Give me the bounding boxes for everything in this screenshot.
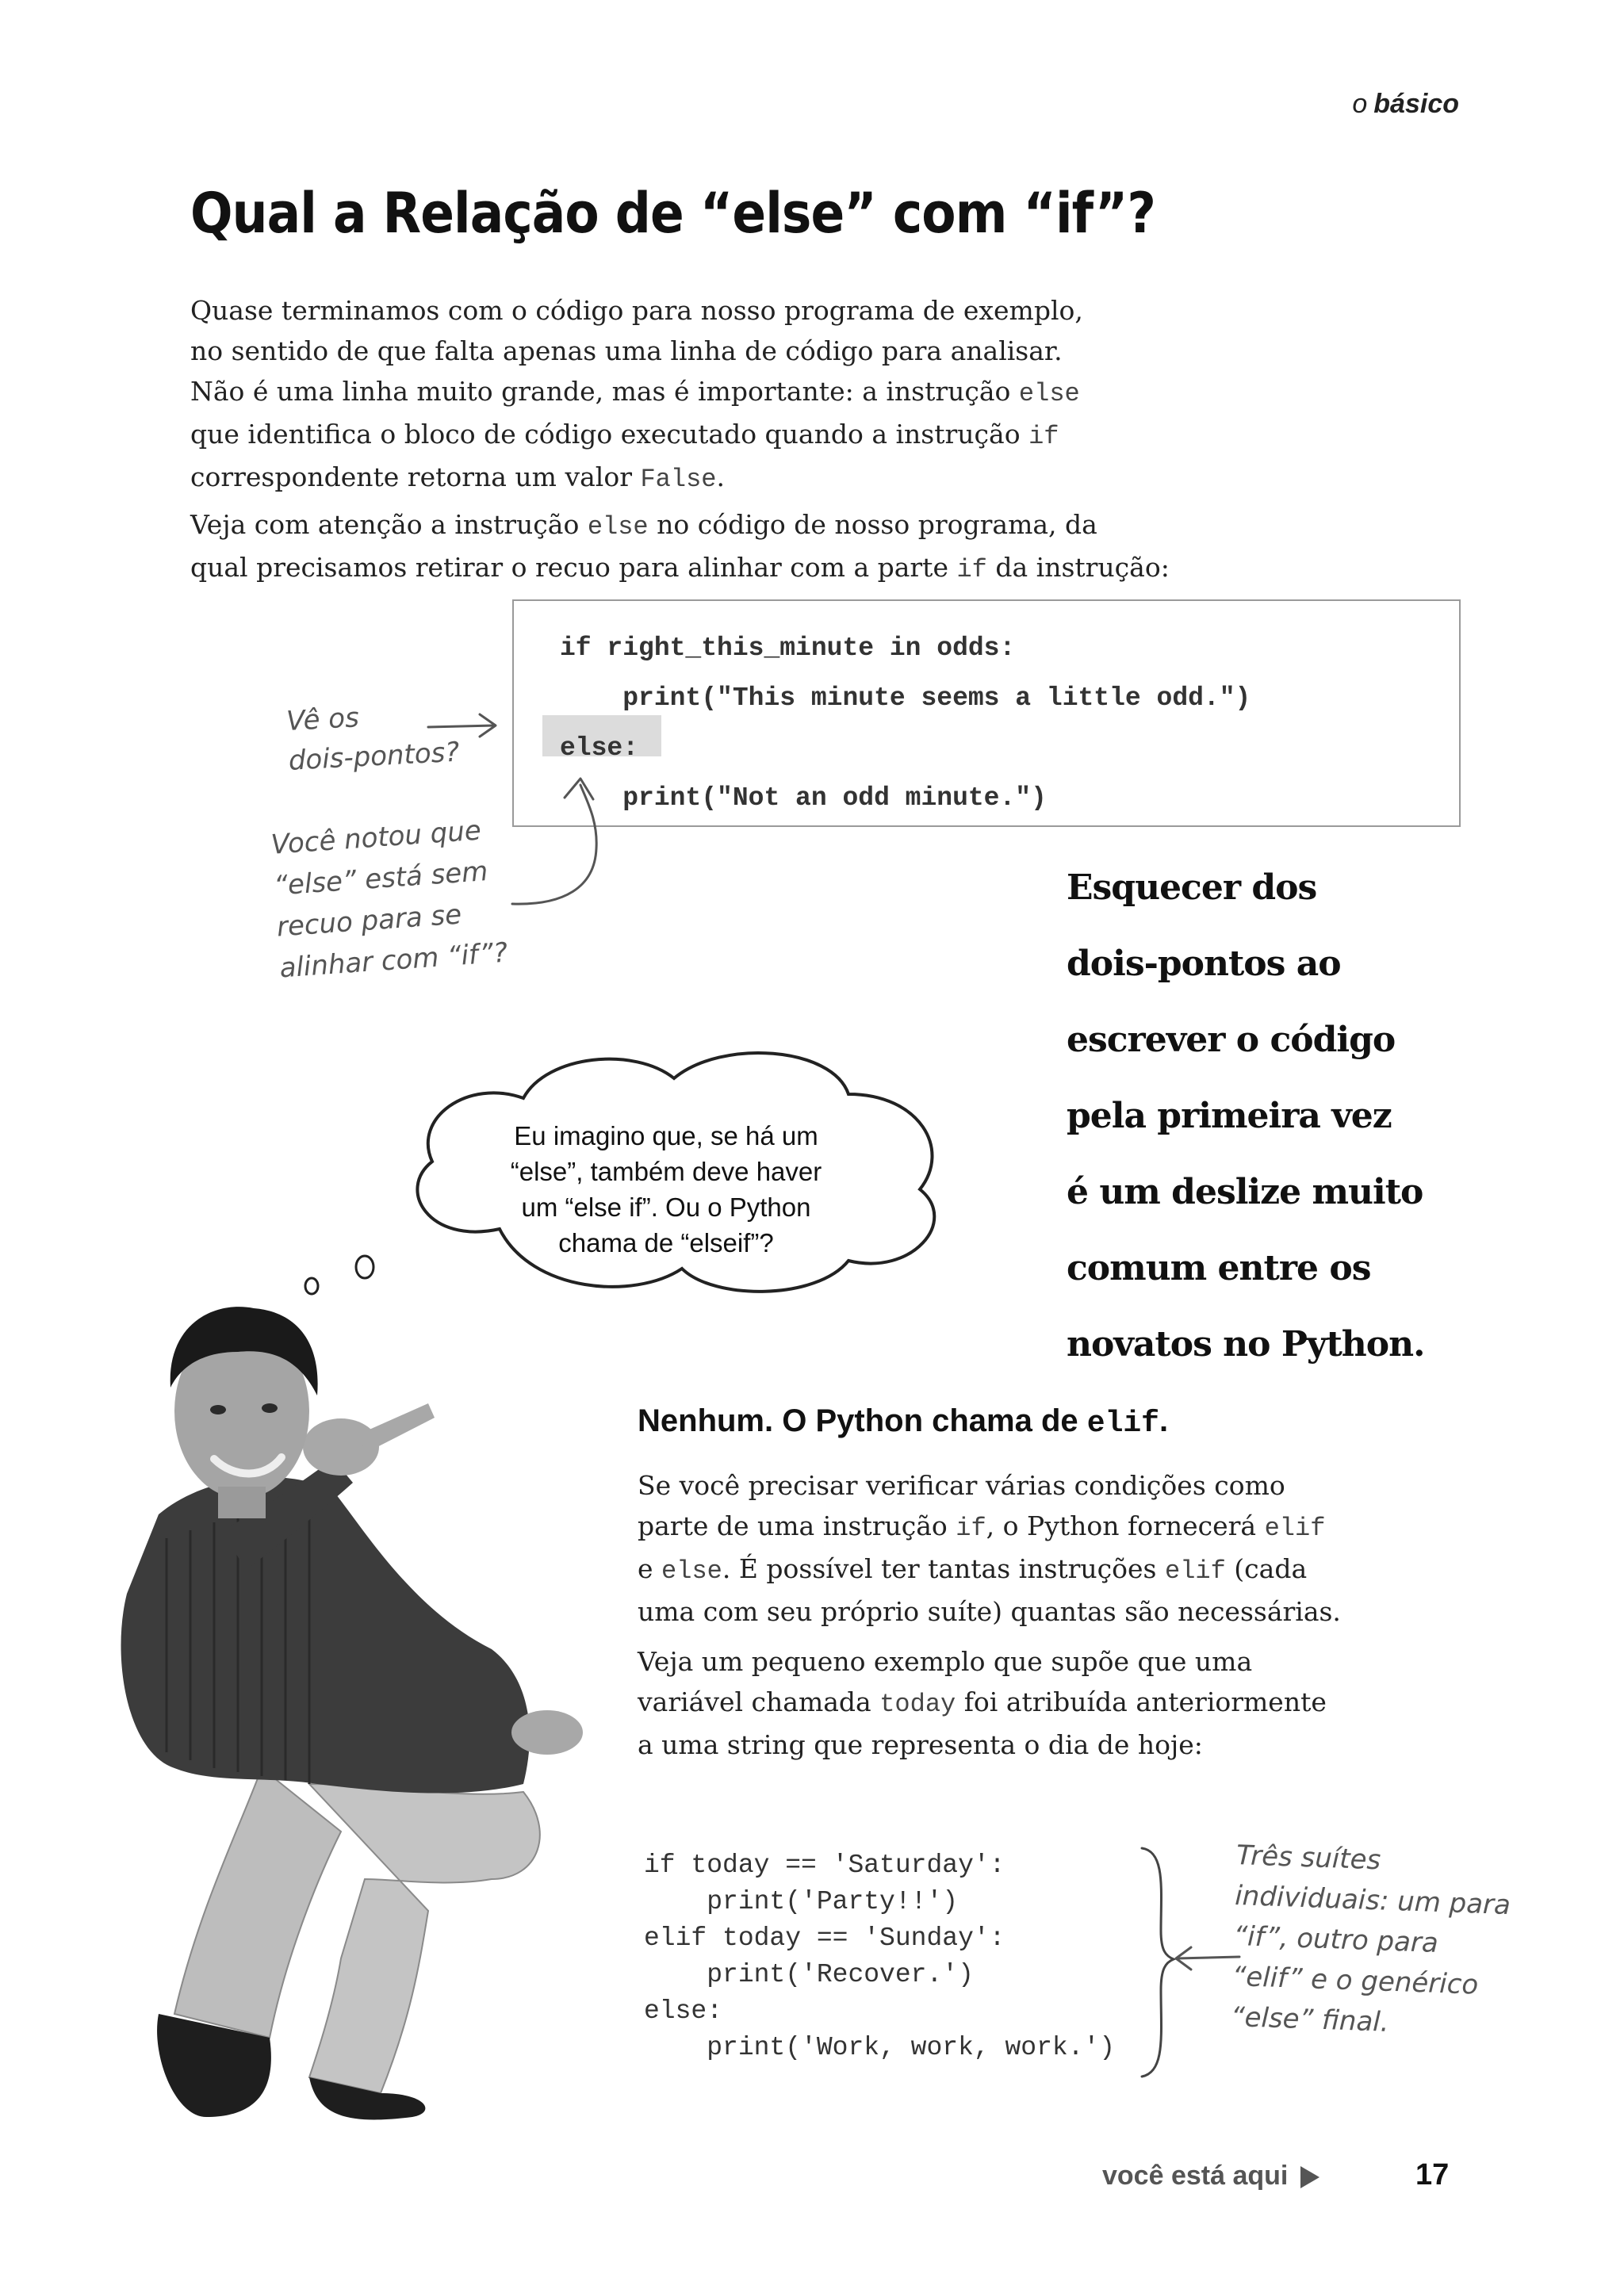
intro-paragraph-2 xyxy=(190,504,1170,590)
inline-code: else xyxy=(661,1556,722,1586)
text-line: variável chamada today foi atribuída anteriormente xyxy=(638,1686,1327,1719)
inline-code: today xyxy=(879,1690,956,1719)
annotation-colon: Vê os dois-pontos? xyxy=(285,702,461,777)
text-line: Veja um pequeno exemplo que supõe que uma xyxy=(638,1646,1253,1677)
code-text: if today == 'Saturday': print('Party!!') elif today == 'Sunday': print('Recover.') else: print('Work, work, work.') xyxy=(644,1851,1116,2062)
text-line: correspondente retorna um valor False. xyxy=(190,461,725,494)
running-head-part-b: básico xyxy=(1373,89,1459,119)
text-line: e else. É possível ter tantas instruções elif (cada xyxy=(638,1553,1308,1586)
inline-code: if xyxy=(956,555,987,584)
inline-code: if xyxy=(1028,422,1059,451)
inline-code: False xyxy=(640,465,717,494)
text-line: parte de uma instrução if, o Python fornecerá elif xyxy=(638,1510,1326,1543)
callout-text: Esquecer dos dois-pontos ao escrever o código pela primeira vez é um deslize muito comum entre os novatos no Python. xyxy=(1067,867,1425,1365)
annotation-suites: Três suítes individuais: um para “if”, outro para “elif” e o genérico “else” final. xyxy=(1230,1839,1511,2038)
text-line: que identifica o bloco de código executado quando a instrução if xyxy=(190,419,1059,451)
intro-paragraph-1 xyxy=(190,290,1083,500)
answer-paragraph-1 xyxy=(638,1465,1341,1632)
page-title: Qual a Relação de “else” com “if”? xyxy=(190,181,1155,246)
inline-code: elif xyxy=(1164,1556,1226,1586)
text-line: Se você precisar verificar várias condições como xyxy=(638,1470,1285,1501)
arrow-to-colon-icon xyxy=(424,710,504,741)
code-text: if right_this_minute in odds: print("This minute seems a little odd.") else: print("Not an odd minute.") xyxy=(560,634,1251,813)
text-line: no sentido de que falta apenas uma linha de código para analisar. xyxy=(190,335,1063,366)
arrow-to-else-icon xyxy=(508,761,619,920)
inline-code: if xyxy=(956,1514,986,1543)
footer-label: você está aqui xyxy=(1102,2161,1320,2192)
text-line: uma com seu próprio suíte) quantas são necessárias. xyxy=(638,1596,1341,1627)
text-line: Quase terminamos com o código para nosso programa de exemplo, xyxy=(190,295,1083,326)
inline-code: elif xyxy=(1264,1514,1326,1543)
running-head-part-a: o xyxy=(1352,89,1368,119)
running-head xyxy=(1300,89,1459,120)
text-line: Não é uma linha muito grande, mas é importante: a instrução else xyxy=(190,376,1080,408)
text-line: Veja com atenção a instrução else no código de nosso programa, da xyxy=(190,509,1097,542)
code-block-elif xyxy=(644,1847,1115,2066)
text-line: a uma string que representa o dia de hoje: xyxy=(638,1729,1203,1760)
thought-bubble-text: Eu imagino que, se há um “else”, também deve haver um “else if”. Ou o Python chama de “elseif”? xyxy=(510,1121,822,1258)
annotation-indent: Você notou que “else” está sem recuo para se alinhar com “if”? xyxy=(270,814,509,985)
triangle-right-icon xyxy=(1300,2166,1320,2188)
answer-paragraph-2 xyxy=(638,1641,1327,1765)
answer-heading: Nenhum. O Python chama de elif. xyxy=(638,1403,1169,1441)
page-number: 17 xyxy=(1415,2158,1450,2192)
inline-code: else xyxy=(1018,379,1080,408)
inline-code: elif xyxy=(1086,1407,1159,1441)
person-photo xyxy=(79,1277,619,2149)
inline-code: else xyxy=(587,512,649,542)
text-line: qual precisamos retirar o recuo para alinhar com a parte if da instrução: xyxy=(190,552,1170,584)
code-block-if-else xyxy=(512,599,1461,827)
